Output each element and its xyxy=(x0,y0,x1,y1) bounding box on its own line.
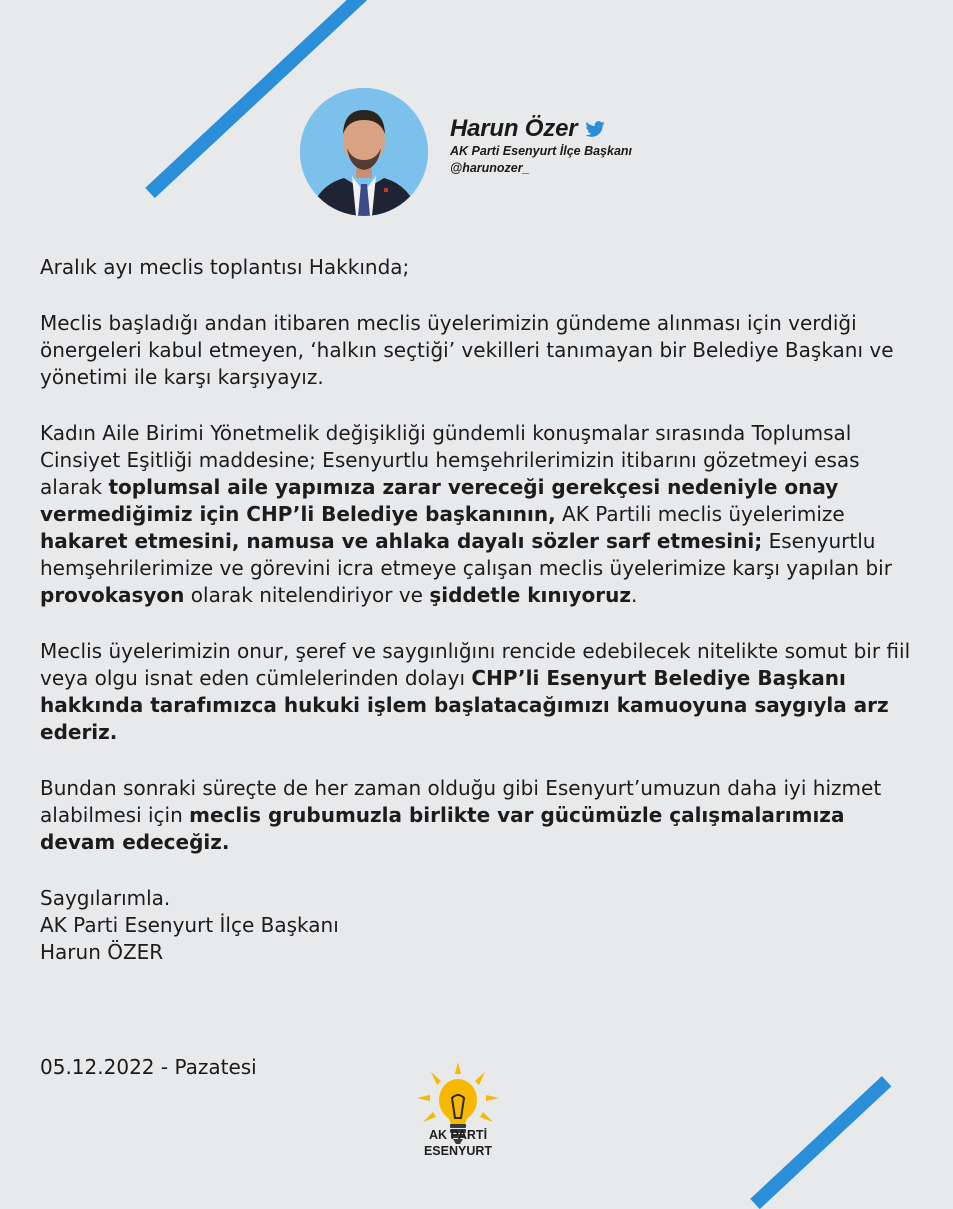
closing-title: AK Parti Esenyurt İlçe Başkanı xyxy=(40,913,339,937)
text-span: Kadın Aile Birimi Yönetmelik değişikliği gündemli konuşmalar sırasında Toplumsal Cinsiyet Eşitliği maddesine; Esenyurtlu hemşehrilerimizin itibarını gözetmeyi esas alarak xyxy=(40,421,860,499)
profile-handle: @harunozer_ xyxy=(450,161,530,175)
letter-closing xyxy=(40,885,925,966)
closing-salutation: Saygılarımla. xyxy=(40,886,171,910)
profile-header xyxy=(300,88,720,216)
bold-text-span: provokasyon xyxy=(40,583,185,607)
closing-signature-name: Harun ÖZER xyxy=(40,940,164,964)
profile-role: AK Parti Esenyurt İlçe Başkanı xyxy=(450,144,633,158)
bold-text-span: hakaret etmesini, namusa ve ahlaka dayalı sözler sarf etmesini; xyxy=(40,529,763,553)
bold-text-span: toplumsal aile yapımıza zarar vereceği gerekçesi nedeniyle onay vermediğimiz için CHP’li Belediye başkanının, xyxy=(40,475,839,526)
twitter-bird-icon xyxy=(585,121,605,138)
avatar xyxy=(300,88,428,216)
text-span: olarak nitelendiriyor ve xyxy=(184,583,430,607)
decorative-stripe-bottom xyxy=(750,1076,891,1209)
party-logo-text xyxy=(405,1127,511,1159)
text-span: . xyxy=(631,583,638,607)
logo-line-2: ESENYURT xyxy=(423,1144,493,1158)
letter-subject: Aralık ayı meclis toplantısı Hakkında; xyxy=(40,255,410,279)
letter-paragraph-3 xyxy=(40,638,925,746)
profile-info xyxy=(450,115,632,177)
text-span: Esenyurtlu hemşehrilerimize ve görevini icra etmeye çalışan meclis üyelerimize karşı yapılan bir xyxy=(40,529,892,580)
logo-line-1: AK PARTİ xyxy=(428,1128,488,1142)
bold-text-span: şiddetle kınıyoruz xyxy=(429,583,632,607)
text-span: Meclis üyelerimizin onur, şeref ve saygınlığını rencide edebilecek nitelikte somut bir fiil veya olgu isnat eden cümlelerinden dolayı xyxy=(40,639,911,690)
letter-paragraph-2 xyxy=(40,420,925,609)
letter-paragraph-4 xyxy=(40,775,925,856)
letter-paragraph-1: Meclis başladığı andan itibaren meclis üyelerimizin gündeme alınması için verdiği önergeleri kabul etmeyen, ‘halkın seçtiği’ vekilleri tanımayan bir Belediye Başkanı ve yönetimi ile karşı karşıyayız. xyxy=(40,311,894,389)
letter-body xyxy=(40,254,925,966)
bold-text-span: CHP’li Esenyurt Belediye Başkanı hakkında tarafımızca hukuki işlem başlatacağımızı kamuoyuna saygıyla arz ederiz. xyxy=(40,666,889,744)
bold-text-span: meclis grubumuzla birlikte var gücümüzle çalışmalarımıza devam edeceğiz. xyxy=(40,803,845,854)
portrait-illustration xyxy=(300,88,428,216)
letter-date: 05.12.2022 - Pazatesi xyxy=(40,1055,257,1079)
text-span: AK Partili meclis üyelerimize xyxy=(555,502,845,526)
profile-name: Harun Özer xyxy=(450,115,578,142)
text-span: Bundan sonraki süreçte de her zaman olduğu gibi Esenyurt’umuzun daha iyi hizmet alabilmesi için xyxy=(40,776,882,827)
